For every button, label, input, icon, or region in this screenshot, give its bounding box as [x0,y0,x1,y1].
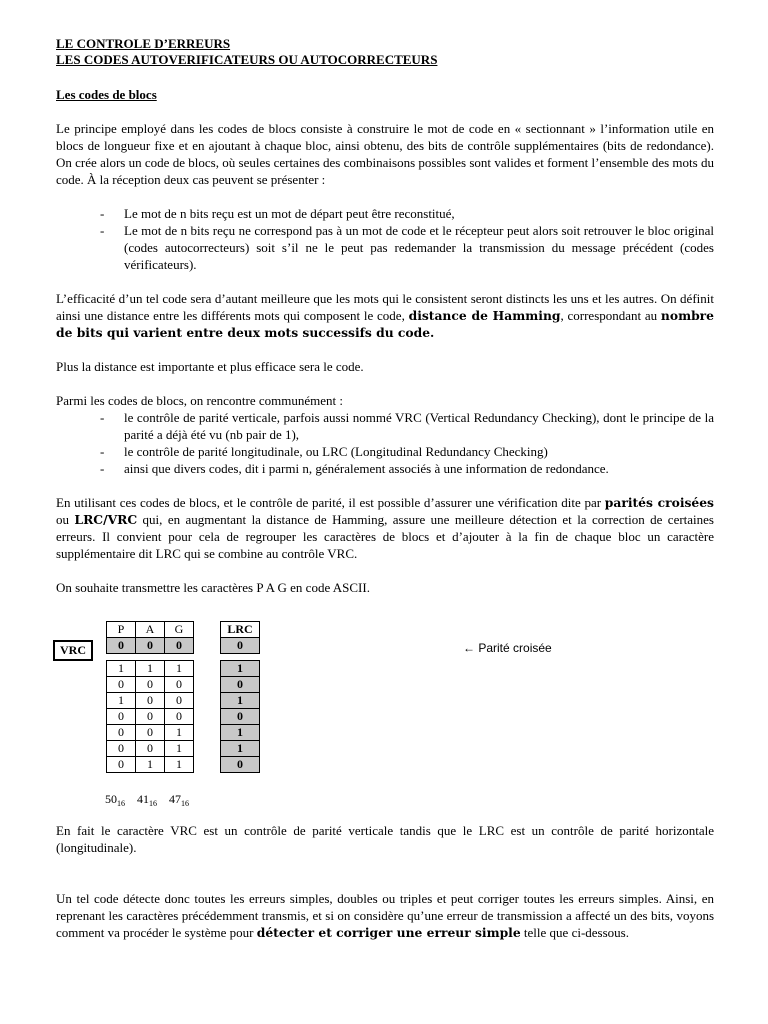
paragraph-pag: On souhaite transmettre les caractères P A G en code ASCII. [56,580,370,595]
text-run: En utilisant ces codes de blocs, et le contrôle de parité, il est possible d’assurer une vérification dite par [56,495,605,510]
doc-title-1: LE CONTROLE D’ERREURS [56,36,231,51]
bit-cell: 1 [165,661,194,677]
bit-cell: 0 [107,757,136,773]
bit-cell: 0 [136,725,165,741]
doc-title-2: LES CODES AUTOVERIFICATEURS OU AUTOCORRECTEURS [56,52,438,67]
paragraph-codes-intro: Parmi les codes de blocs, on rencontre communément : [56,393,344,408]
document-page [56,36,714,596]
list-item: - Le mot de n bits reçu est un mot de départ peut être reconstitué, [56,205,714,222]
lrc-table [220,621,260,773]
bit-cell: 1 [165,741,194,757]
hex-value [137,792,157,806]
lrc-cell: 1 [221,741,260,757]
vrc-cell: 0 [107,638,136,654]
char-header: A [136,622,165,638]
bold-term: parités croisées [604,495,714,510]
bit-cell: 0 [107,677,136,693]
lrc-cell: 0 [221,757,260,773]
hex-base: 16 [181,799,189,808]
text-run: ou [56,512,75,527]
bit-cell: 0 [107,741,136,757]
paragraph-hamming [56,290,714,341]
bit-cell: 1 [107,693,136,709]
hex-value [105,792,125,806]
list-item: - Le mot de n bits reçu ne correspond pas à un mot de code et le récepteur peut alors soit retrouver le bloc original (codes autocorrecteurs) soit s’il ne le peut pas redemander la transmission du message précédent (codes vérificateurs). [56,222,714,273]
bits-table [106,621,194,773]
list-item: - ainsi que divers codes, dit i parmi n, généralement associés à une information de redondance. [56,460,714,477]
hex-value [169,792,189,806]
bold-term: détecter et corriger une erreur simple [256,925,521,940]
bit-cell: 0 [136,741,165,757]
vrc-cell: 0 [165,638,194,654]
bit-cell: 0 [165,693,194,709]
hex-base: 16 [149,799,157,808]
text-run: L’efficacité d’un tel code sera d’autant meilleure que les mots qui le consistent seront distincts les uns et les autres. On définit ainsi une distance entre les différents mots qui composent le code, [56,291,714,323]
bit-cell: 0 [136,709,165,725]
list-cases [56,205,714,273]
bit-cell: 0 [165,709,194,725]
lrc-cell: 0 [221,709,260,725]
bit-cell: 0 [107,709,136,725]
paragraph-vrc-lrc-explain: En fait le caractère VRC est un contrôle de parité verticale tandis que le LRC est un contrôle de parité horizontale (longitudinale). [56,823,714,855]
lrc-cell: 1 [221,661,260,677]
list-item: - le contrôle de parité verticale, parfois aussi nommé VRC (Vertical Redundancy Checking), dont le principe de la parité a déjà été vu (nb pair de 1), [56,409,714,443]
paragraph-principle: Le principe employé dans les codes de blocs consiste à construire le mot de code en « sectionnant » l’information utile en blocs de longueur fixe et en ajoutant à chaque bloc, ainsi obtenu, des bits de contrôle supplémentaires (bits de redondance). On crée alors un code de blocs, où seules certaines des combinaisons possibles sont valides et forment l’ensemble des mots du code. À la réception deux cas peuvent se présenter : [56,121,714,187]
paragraph-lrc-vrc [56,494,714,562]
bit-cell: 1 [165,757,194,773]
hex-base: 16 [117,799,125,808]
list-item: - le contrôle de parité longitudinale, ou LRC (Longitudinal Redundancy Checking) [56,443,714,460]
document-continuation [56,822,714,941]
char-header: G [165,622,194,638]
bit-cell: 0 [165,677,194,693]
lrc-header: LRC [221,622,260,638]
char-header: P [107,622,136,638]
left-arrow-icon: ← [463,641,475,655]
bit-cell: 0 [136,677,165,693]
bit-cell: 0 [107,725,136,741]
parite-croisee-note [463,640,552,657]
lrc-cell: 1 [221,725,260,741]
bit-cell: 1 [165,725,194,741]
hex-values [105,791,198,812]
section-title: Les codes de blocs [56,87,157,102]
bold-term: nombre de bits qui varient entre deux mots successifs du code. [56,308,714,340]
parity-table-figure [53,621,713,811]
text-run: Un tel code détecte donc toutes les erreurs simples, doubles ou triples et peut corriger toutes les erreurs simples. Ainsi, en reprenant les caractères précédemment transmis, et si on considère qu’une erreur de transmission a affecté un des bits, voyons comment va procéder le système pour [56,891,714,940]
bit-cell: 1 [136,661,165,677]
hex-number: 50 [105,792,117,806]
bit-cell: 1 [107,661,136,677]
hex-number: 47 [169,792,181,806]
lrc-vrc-cell: 0 [221,638,260,654]
paragraph-distance: Plus la distance est importante et plus efficace sera le code. [56,359,364,374]
list-codes [56,409,714,477]
hex-number: 41 [137,792,149,806]
lrc-cell: 1 [221,693,260,709]
text-run: telle que ci-dessous. [520,925,629,940]
vrc-cell: 0 [136,638,165,654]
bold-term: distance de Hamming [408,308,561,323]
text-run: qui, en augmentant la distance de Hamming, assure une meilleure détection et la correction de certaines erreurs. Il convient pour cela de regrouper les caractères de blocs et d’ajouter à la fin de chaque bloc un caractère supplémentaire dit LRC qui se combine au contrôle VRC. [56,512,714,561]
bit-cell: 0 [136,693,165,709]
bold-term: LRC/VRC [74,512,138,527]
text-run: , correspondant au [560,308,661,323]
vrc-label: VRC [53,640,93,661]
lrc-cell: 0 [221,677,260,693]
paragraph-detection [56,890,714,941]
bit-cell: 1 [136,757,165,773]
parite-label: Parité croisée [478,641,552,655]
